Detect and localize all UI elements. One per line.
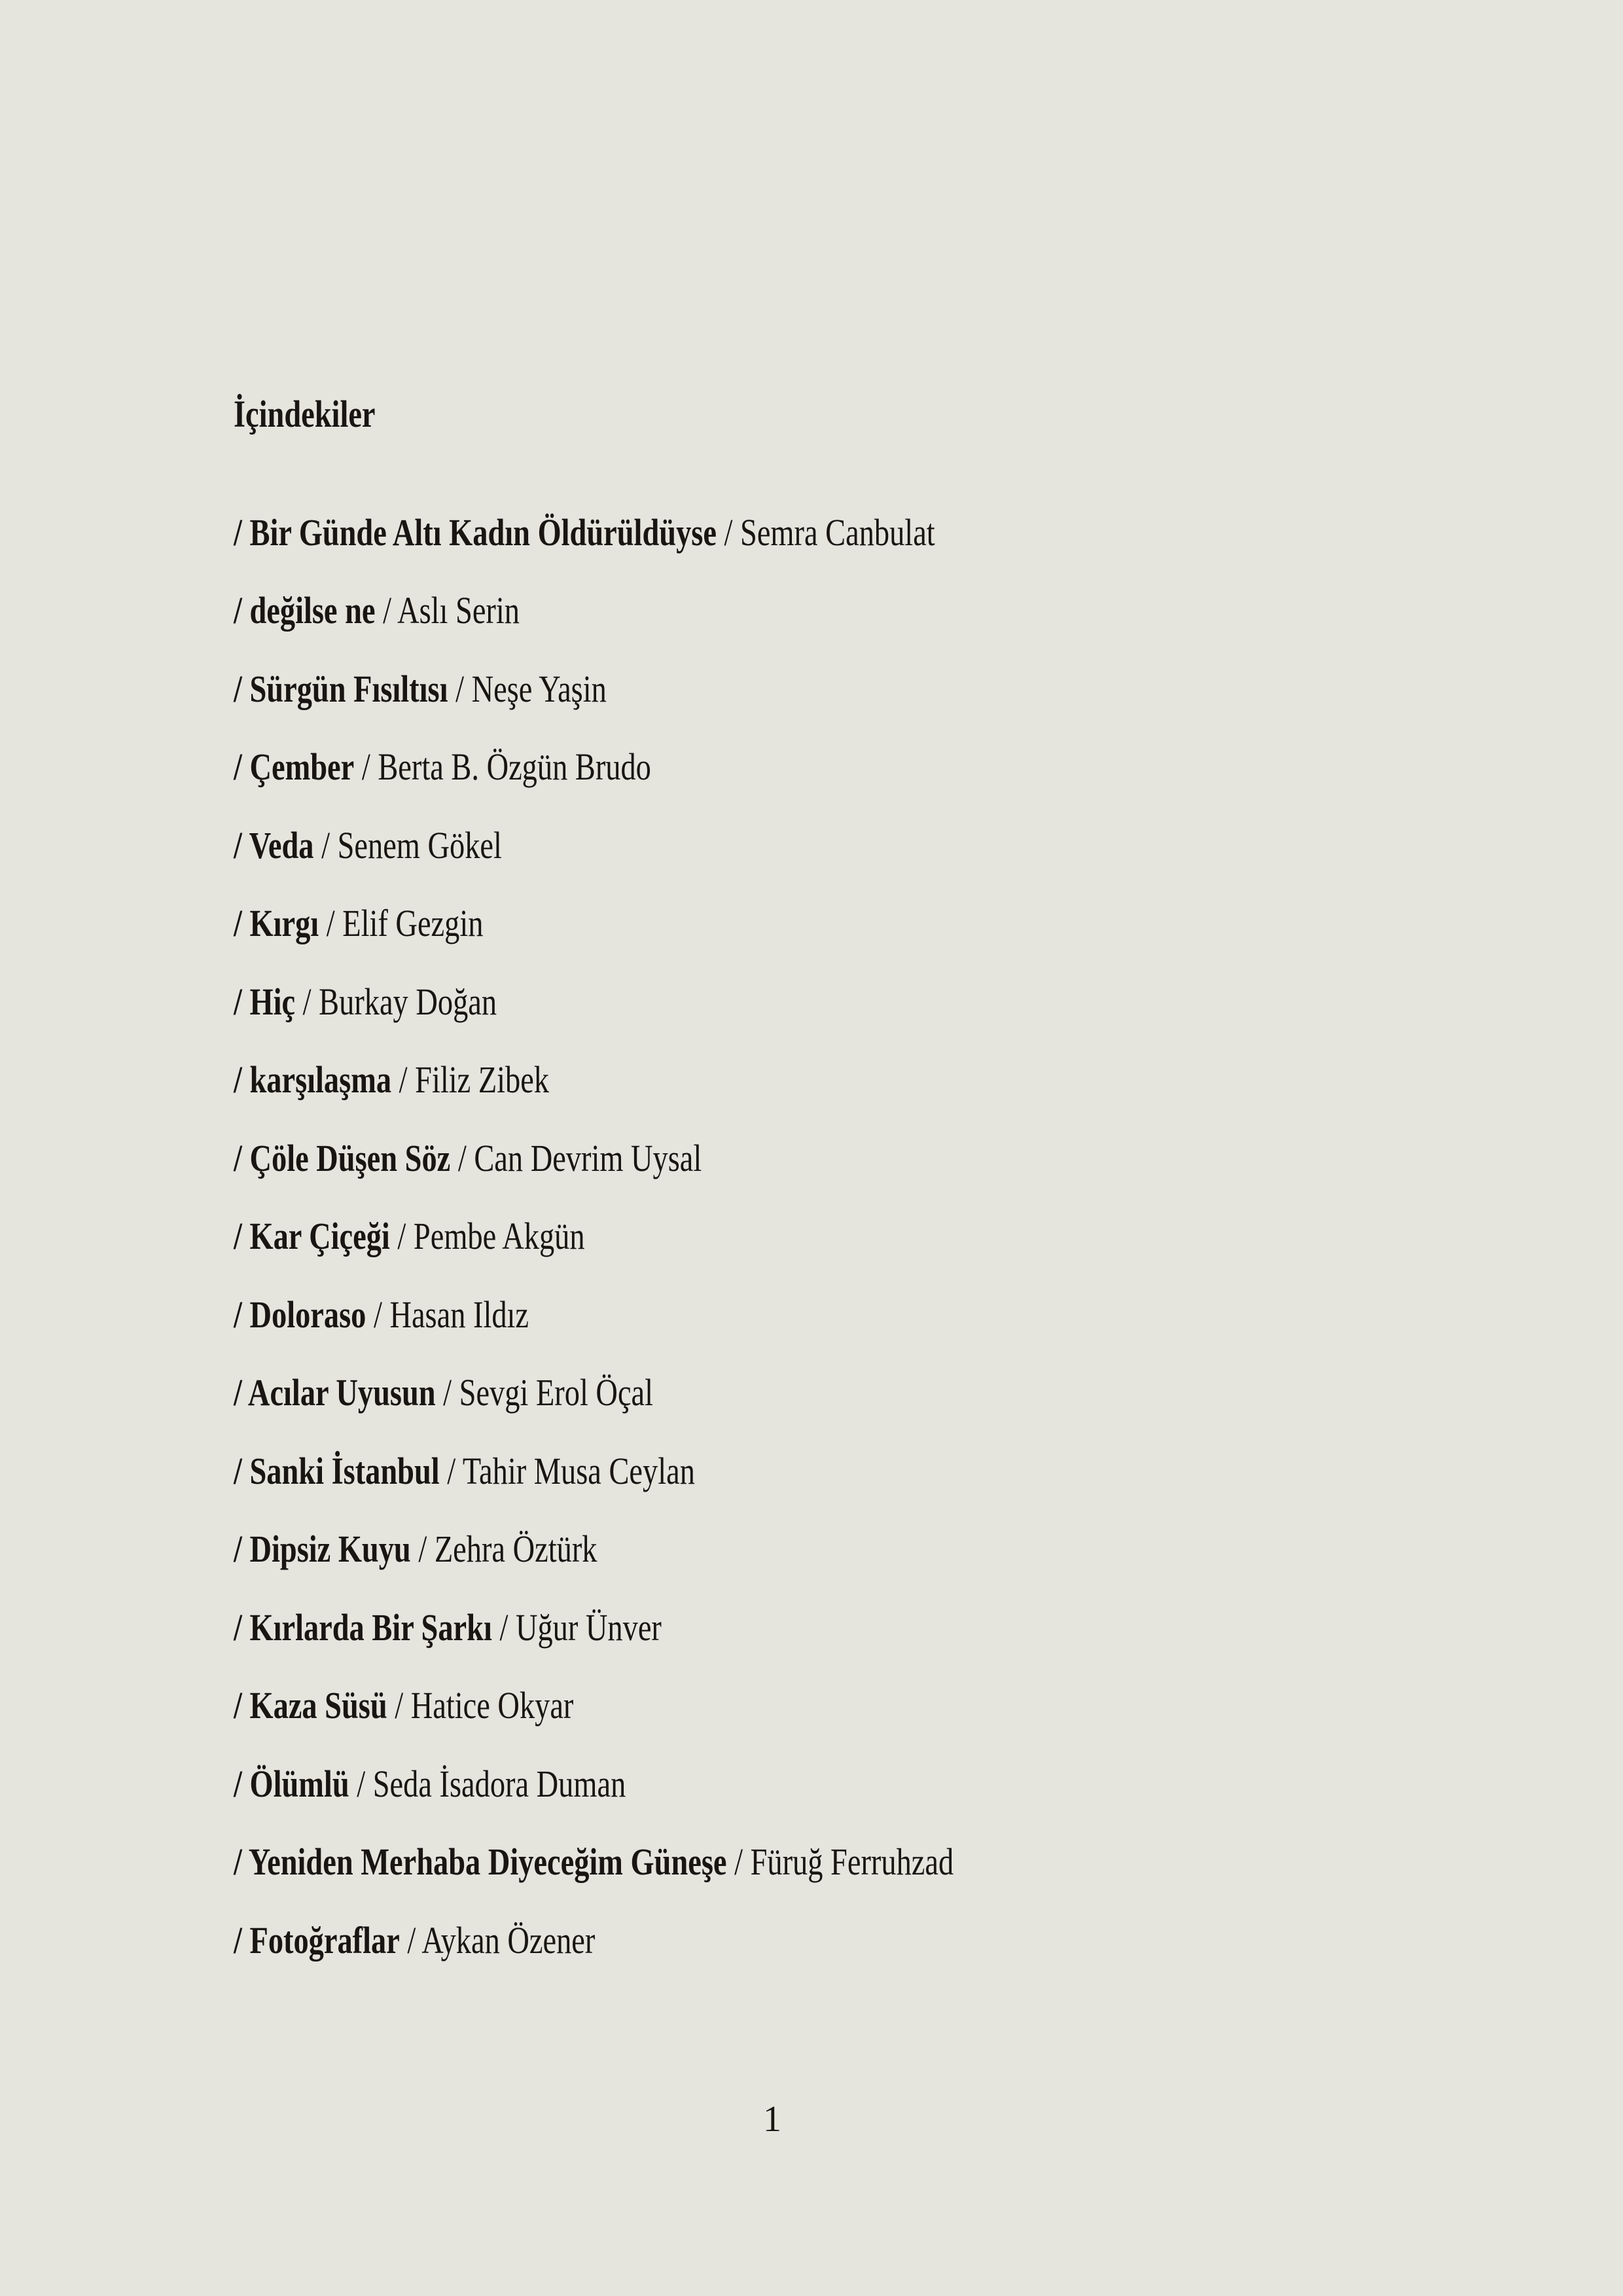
entry-title: / Dipsiz Kuyu xyxy=(234,1528,411,1570)
entry-author: / Aslı Serin xyxy=(383,589,520,632)
toc-entry xyxy=(234,1197,1574,1276)
toc-entry xyxy=(234,1432,1574,1511)
page-title: İçindekiler xyxy=(234,393,376,435)
toc-content xyxy=(234,375,1574,1979)
toc-list xyxy=(234,493,1574,1980)
entry-author: / Elif Gezgin xyxy=(326,902,484,944)
entry-title: / Ölümlü xyxy=(234,1762,349,1805)
toc-entry xyxy=(234,1666,1574,1745)
toc-entry xyxy=(234,1588,1574,1667)
toc-entry xyxy=(234,1823,1574,1901)
entry-author: / Sevgi Erol Öçal xyxy=(443,1371,654,1414)
toc-entry xyxy=(234,1901,1574,1980)
entry-title: / Fotoğraflar xyxy=(234,1918,400,1962)
entry-title: / Kırlarda Bir Şarkı xyxy=(234,1605,492,1649)
entry-title: / Yeniden Merhaba Diyeceğim Güneşe xyxy=(234,1840,727,1883)
entry-title: / Çember xyxy=(234,745,355,788)
toc-entry xyxy=(234,1041,1574,1119)
entry-title: / Bir Günde Altı Kadın Öldürüldüyse xyxy=(234,511,717,554)
toc-entry xyxy=(234,1276,1574,1354)
entry-author: / Pembe Akgün xyxy=(397,1215,585,1257)
entry-author: / Aykan Özener xyxy=(407,1918,596,1962)
entry-title: / Sanki İstanbul xyxy=(234,1449,440,1492)
toc-entry xyxy=(234,1510,1574,1588)
entry-author: / Füruğ Ferruhzad xyxy=(734,1840,954,1883)
toc-entry xyxy=(234,571,1574,650)
entry-title: / Veda xyxy=(234,823,314,867)
toc-entry xyxy=(234,1119,1574,1198)
entry-title: / Kırgı xyxy=(234,902,319,944)
entry-title: / Doloraso xyxy=(234,1293,366,1336)
entry-author: / Hasan Ildız xyxy=(373,1293,529,1336)
entry-author: / Can Devrim Uysal xyxy=(457,1136,702,1179)
entry-author: / Burkay Doğan xyxy=(302,980,497,1023)
entry-author: / Senem Gökel xyxy=(321,823,502,867)
entry-author: / Tahir Musa Ceylan xyxy=(447,1449,695,1492)
entry-title: / değilse ne xyxy=(234,589,376,632)
toc-entry xyxy=(234,650,1574,728)
entry-author: / Hatice Okyar xyxy=(395,1684,574,1727)
entry-author: / Zehra Öztürk xyxy=(418,1528,597,1570)
entry-title: / Çöle Düşen Söz xyxy=(234,1136,451,1179)
entry-title: / Kaza Süsü xyxy=(234,1684,387,1727)
entry-title: / Sürgün Fısıltısı xyxy=(234,667,448,710)
page-number: 1 xyxy=(763,2099,781,2140)
entry-title: / karşılaşma xyxy=(234,1058,392,1101)
entry-author: / Uğur Ünver xyxy=(499,1605,662,1649)
entry-author: / Semra Canbulat xyxy=(724,511,935,554)
toc-entry xyxy=(234,493,1574,572)
entry-title: / Kar Çiçeği xyxy=(234,1215,390,1257)
toc-entry xyxy=(234,963,1574,1041)
entry-author: / Berta B. Özgün Brudo xyxy=(361,745,651,788)
toc-entry xyxy=(234,728,1574,806)
toc-entry xyxy=(234,884,1574,963)
entry-author: / Seda İsadora Duman xyxy=(357,1762,626,1805)
entry-author: / Neşe Yaşin xyxy=(455,667,607,710)
toc-entry xyxy=(234,1354,1574,1432)
entry-author: / Filiz Zibek xyxy=(399,1058,550,1101)
entry-title: / Hiç xyxy=(234,980,296,1023)
toc-entry xyxy=(234,1745,1574,1823)
entry-title: / Acılar Uyusun xyxy=(234,1371,436,1414)
toc-entry xyxy=(234,806,1574,885)
